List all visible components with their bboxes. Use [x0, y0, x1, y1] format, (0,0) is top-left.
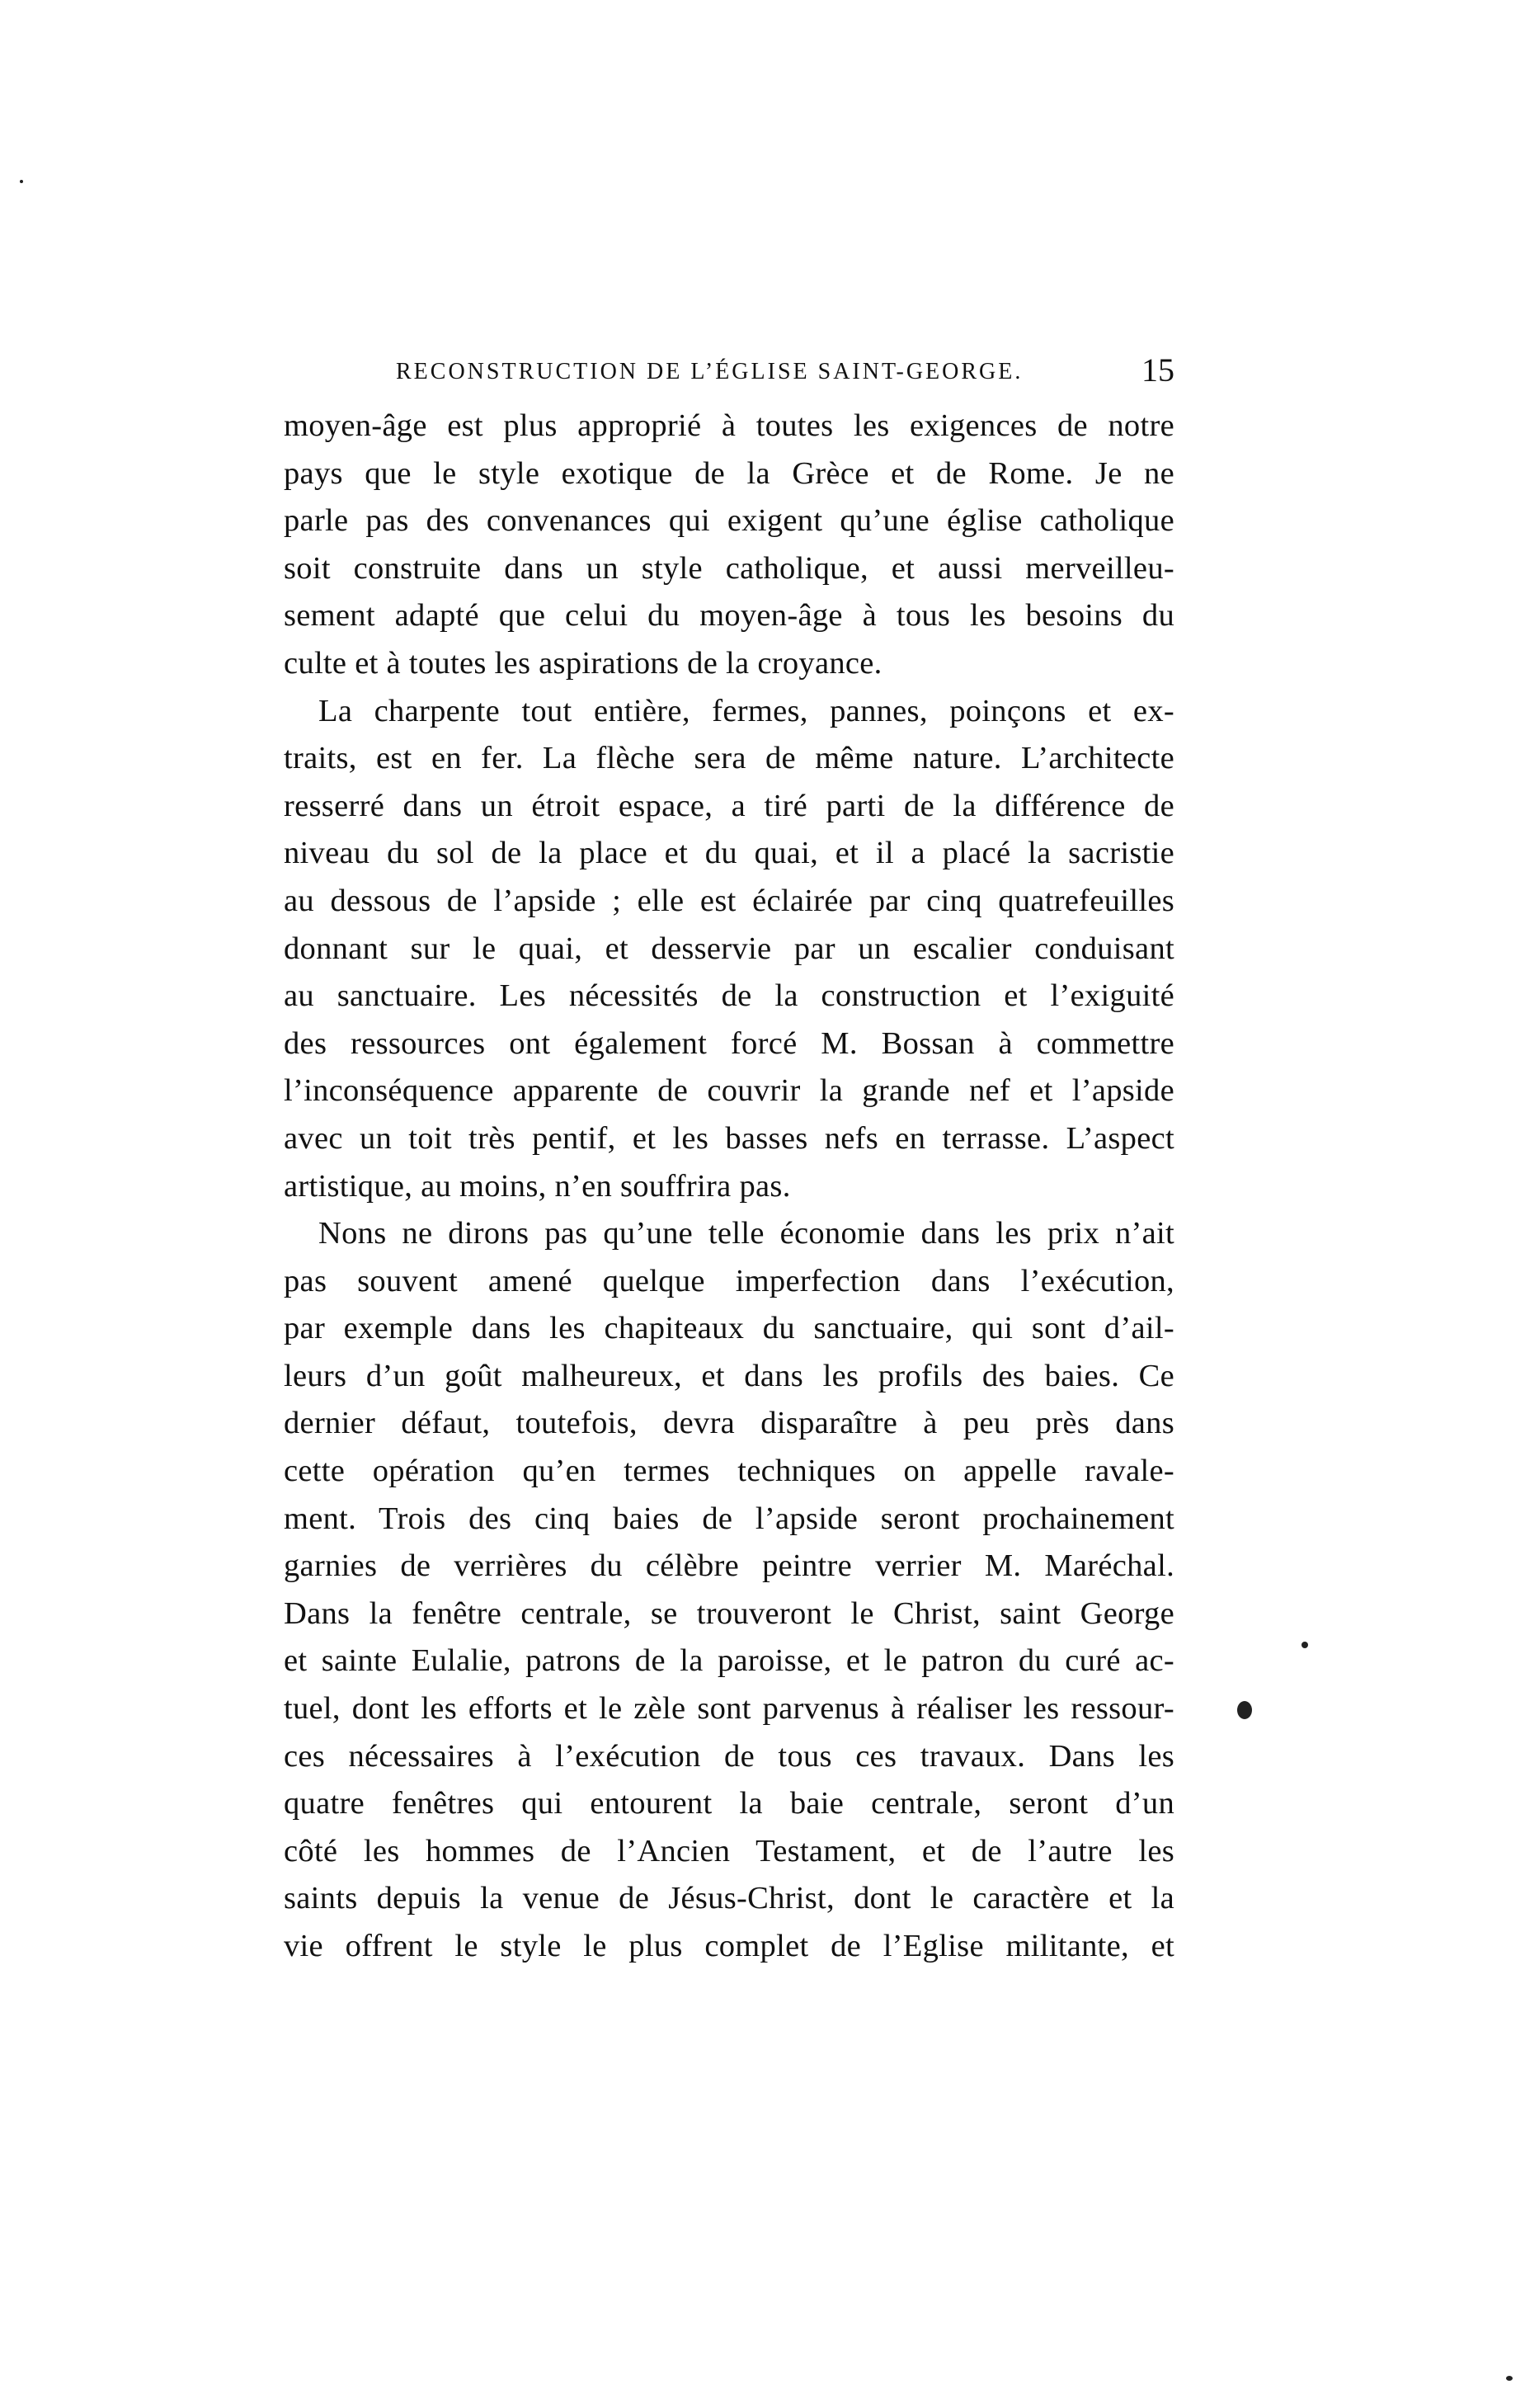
text-line: La charpente tout entière, fermes, pannes, poinçons et ex- [318, 693, 1174, 728]
text-line: moyen-âge est plus approprié à toutes les exigences de notre [284, 408, 1174, 443]
text-line: vie offrent le style le plus complet de l’Eglise militante, et [284, 1929, 1174, 1963]
text-line: pas souvent amené quelque imperfection dans l’exécution, [284, 1263, 1174, 1298]
text-line: ment. Trois des cinq baies de l’apside seront prochainement [284, 1501, 1174, 1536]
body-text [284, 403, 1174, 1971]
paragraph-2 [284, 688, 1174, 1211]
text-line: tuel, dont les efforts et le zèle sont parvenus à réaliser les ressour- [284, 1691, 1174, 1727]
text-line: au dessous de l’apside ; elle est éclairée par cinq quatrefeuilles [284, 883, 1174, 918]
ink-speck [1237, 1701, 1252, 1719]
ink-speck [1506, 2376, 1513, 2381]
page-number: 15 [1141, 351, 1174, 389]
paragraph-1 [284, 403, 1174, 688]
text-line: Dans la fenêtre centrale, se trouveront le Christ, saint George [284, 1595, 1174, 1631]
text-line: niveau du sol de la place et du quai, et il a placé la sacristie [284, 836, 1174, 871]
text-line: l’inconséquence apparente de couvrir la grande nef et l’apside [284, 1073, 1174, 1109]
text-line: saints depuis la venue de Jésus-Christ, dont le caractère et la [284, 1881, 1174, 1916]
text-line: des ressources ont également forcé M. Bossan à commettre [284, 1025, 1174, 1061]
text-line: et sainte Eulalie, patrons de la paroisse, et le patron du curé ac- [284, 1643, 1174, 1679]
ink-speck [1301, 1642, 1308, 1648]
text-line: Nons ne dirons pas qu’une telle économie dans les prix n’ait [318, 1216, 1174, 1251]
running-head [284, 351, 1174, 397]
text-line: quatre fenêtres qui entourent la baie centrale, seront d’un [284, 1786, 1174, 1821]
text-line: parle pas des convenances qui exigent qu’une église catholique [284, 503, 1174, 539]
text-line: cette opération qu’en termes techniques on appelle ravale- [284, 1454, 1174, 1489]
text-line: resserré dans un étroit espace, a tiré parti de la différence de [284, 788, 1174, 823]
text-line: culte et à toutes les aspirations de la croyance. [284, 645, 883, 681]
running-title: RECONSTRUCTION DE L’ÉGLISE SAINT-GEORGE. [396, 359, 1024, 384]
text-line: au sanctuaire. Les nécessités de la construction et l’exiguité [284, 978, 1174, 1014]
text-line: leurs d’un goût malheureux, et dans les profils des baies. Ce [284, 1358, 1174, 1393]
text-line: ces nécessaires à l’exécution de tous ces travaux. Dans les [284, 1738, 1174, 1774]
text-line: garnies de verrières du célèbre peintre verrier M. Maréchal. [284, 1548, 1174, 1584]
text-line: soit construite dans un style catholique, et aussi merveilleu- [284, 550, 1174, 586]
text-line: traits, est en fer. La flèche sera de même nature. L’architecte [284, 741, 1174, 776]
text-line: côté les hommes de l’Ancien Testament, et de l’autre les [284, 1833, 1174, 1868]
text-line: artistique, au moins, n’en souffrira pas. [284, 1168, 791, 1204]
text-line: par exemple dans les chapiteaux du sanctuaire, qui sont d’ail- [284, 1311, 1174, 1346]
paragraph-3 [284, 1210, 1174, 1971]
text-line: dernier défaut, toutefois, devra disparaître à peu près dans [284, 1406, 1174, 1441]
text-line: sement adapté que celui du moyen-âge à tous les besoins du [284, 598, 1174, 634]
text-line: avec un toit très pentif, et les basses nefs en terrasse. L’aspect [284, 1120, 1174, 1156]
text-line: pays que le style exotique de la Grèce et de Rome. Je ne [284, 455, 1174, 491]
ink-speck [20, 180, 23, 183]
text-line: donnant sur le quai, et desservie par un escalier conduisant [284, 931, 1174, 966]
